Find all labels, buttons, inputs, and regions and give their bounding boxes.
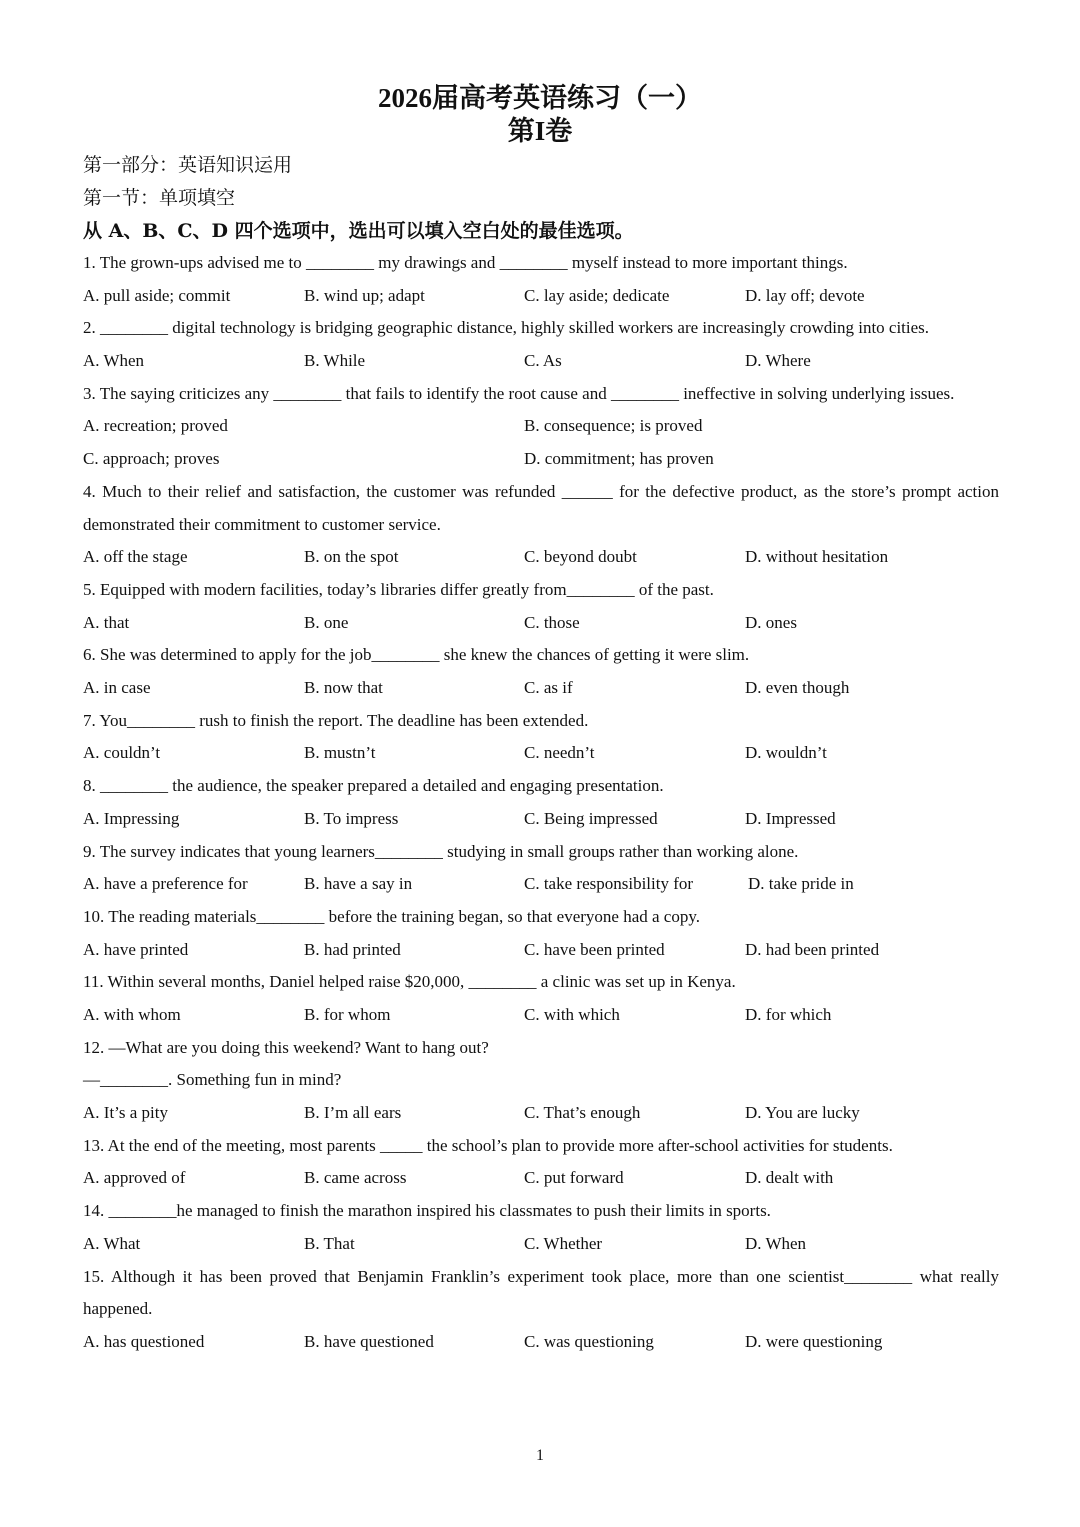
option-a: A. has questioned [83,1331,205,1351]
option-d: D. were questioning [745,1331,883,1351]
question-7-stem: 7. You________ rush to finish the report. The deadline has been extended. [83,710,589,730]
option-d: D. for which [745,1005,832,1024]
question-12-options [83,1097,999,1130]
question-3-stem: 3. The saying criticizes any ________ that fails to identify the root cause and ________ ineffective in solving underlying issues. [83,383,955,403]
question-7-options [83,737,999,770]
option-b: B. wind up; adapt [304,285,425,305]
option-b: B. had printed [304,939,401,959]
question-4-stem: 4. Much to their relief and satisfaction, the customer was refunded ______ for the defective product, as the store’s prompt action demonstrated their commitment to customer service. [83,481,999,534]
question-15-options [83,1326,999,1359]
part-heading: 第一部分：英语知识运用 [83,154,293,176]
option-b: B. That [304,1233,355,1253]
question-10-stem: 10. The reading materials________ before the training began, so that everyone had a copy. [83,906,700,926]
option-b: B. came across [304,1168,407,1188]
question-11-stem: 11. Within several months, Daniel helped raise $20,000, ________ a clinic was set up in Kenya. [83,972,736,992]
question-3-options-ab [83,410,999,443]
option-d: D. dealt with [745,1168,834,1188]
option-a: A. Impressing [83,808,180,828]
question-2-stem: 2. ________ digital technology is bridging geographic distance, highly skilled workers are increasingly crowding into cities. [83,318,930,338]
question-8-options [83,803,999,836]
question-15-stem: 15. Although it has been proved that Benjamin Franklin’s experiment took place, more than one scientist________ what really happened. [83,1266,999,1319]
option-c: C. put forward [524,1168,624,1188]
question-13-stem: 13. At the end of the meeting, most parents _____ the school’s plan to provide more after-school activities for students. [83,1135,893,1155]
question-3-options-cd [83,443,999,476]
question-2-options [83,345,999,378]
section-heading: 第一节：单项填空 [83,187,236,209]
question-11-options [83,999,999,1032]
question-12-stem: 12. —What are you doing this weekend? Want to hang out? [83,1037,489,1057]
option-d: D. ones [745,612,797,632]
question-1-stem: 1. The grown-ups advised me to ________ my drawings and ________ myself instead to more important things. [83,253,848,272]
option-c: C. That’s enough [524,1103,641,1123]
option-a: A. What [83,1233,141,1253]
question-4-options [83,541,999,574]
instruction-text: 从 A、B、C、D 四个选项中，选出可以填入空白处的最佳选项。 [83,220,634,242]
option-c: C. approach; proves [83,449,220,469]
option-a: A. that [83,612,130,632]
option-d: D. wouldn’t [745,743,827,763]
option-c: C. As [524,351,562,371]
option-b: B. now that [304,678,383,698]
question-9-stem: 9. The survey indicates that young learners________ studying in small groups rather than working alone. [83,841,799,861]
option-d: D. You are lucky [745,1103,860,1123]
option-c: C. beyond doubt [524,547,637,567]
option-c: C. take responsibility for [524,874,694,894]
option-c: C. have been printed [524,939,665,959]
option-c: C. those [524,612,580,632]
question-12-reply: —________. Something fun in mind? [83,1070,342,1090]
option-c: C. as if [524,678,573,698]
option-a: A. recreation; proved [83,416,228,436]
question-6-stem: 6. She was determined to apply for the job________ she knew the chances of getting it were slim. [83,645,750,665]
volume-title: 第I卷 [507,116,573,146]
option-d: D. When [745,1233,807,1253]
exam-title: 2026届高考英语练习（一） [378,83,702,113]
page-number: 1 [536,1447,544,1464]
question-14-options [83,1228,999,1261]
option-d: D. had been printed [745,939,880,959]
option-a: A. approved of [83,1168,186,1188]
option-b: B. have a say in [304,874,413,894]
option-d: D. without hesitation [745,547,889,567]
option-d: D. even though [745,678,850,698]
option-a: A. have a preference for [83,874,248,894]
option-b: B. I’m all ears [304,1103,402,1123]
option-a: A. It’s a pity [83,1103,168,1123]
option-d: D. take pride in [748,874,854,894]
option-b: B. mustn’t [304,743,376,763]
question-5-options [83,607,999,640]
option-b: B. for whom [304,1005,391,1024]
option-a: A. off the stage [83,547,188,567]
question-5-stem: 5. Equipped with modern facilities, today’s libraries differ greatly from________ of the past. [83,579,714,599]
option-d: D. Impressed [745,808,836,828]
question-8-stem: 8. ________ the audience, the speaker prepared a detailed and engaging presentation. [83,776,664,796]
option-a: A. with whom [83,1005,181,1024]
option-a: A. pull aside; commit [83,285,231,305]
option-a: A. in case [83,678,151,698]
option-b: B. one [304,612,349,632]
question-14-stem: 14. ________he managed to finish the marathon inspired his classmates to push their limits in sports. [83,1201,771,1221]
question-9-options [83,868,999,901]
question-10-options [83,934,999,967]
option-b: B. To impress [304,808,399,828]
option-c: C. needn’t [524,743,595,763]
option-b: B. on the spot [304,547,399,567]
option-c: C. Whether [524,1233,603,1253]
option-c: C. lay aside; dedicate [524,285,670,305]
option-d: D. Where [745,351,811,371]
option-b: B. have questioned [304,1331,434,1351]
option-c: C. with which [524,1005,620,1024]
question-1-options [83,280,999,313]
option-d: D. commitment; has proven [524,449,714,469]
option-c: C. was questioning [524,1331,654,1351]
option-a: A. have printed [83,939,189,959]
question-6-options [83,672,999,705]
question-13-options [83,1162,999,1195]
option-b: B. While [304,351,366,371]
question-list [83,247,999,1359]
option-c: C. Being impressed [524,808,658,828]
option-d: D. lay off; devote [745,285,865,305]
option-b: B. consequence; is proved [524,416,703,436]
option-a: A. When [83,351,145,371]
option-a: A. couldn’t [83,743,161,763]
